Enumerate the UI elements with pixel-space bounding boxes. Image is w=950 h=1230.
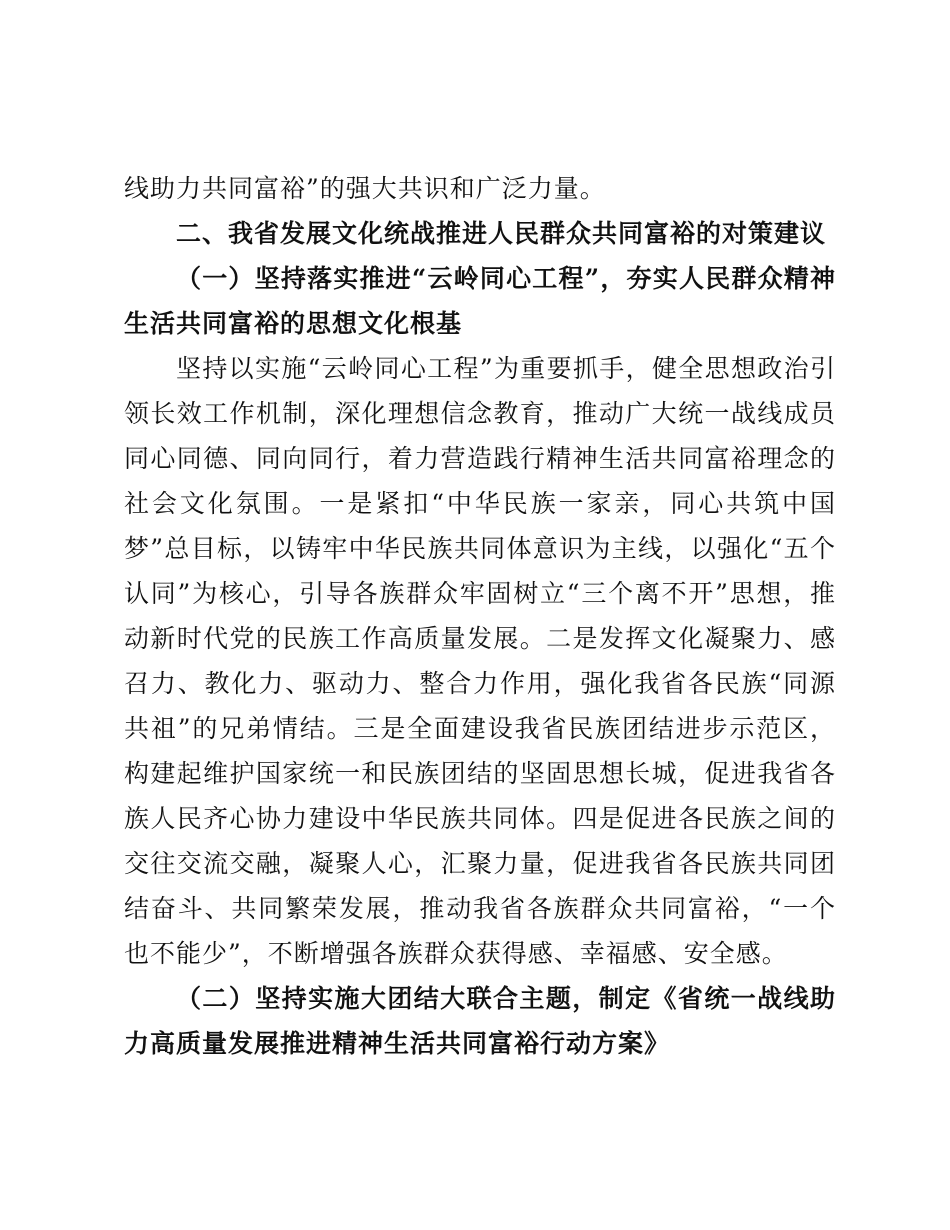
- subheading-1: （一）坚持落实推进“云岭同心工程”，夯实人民群众精神生活共同富裕的思想文化根基: [124, 264, 836, 338]
- paragraph-1: 坚持以实施“云岭同心工程”为重要抓手，健全思想政治引领长效工作机制，深化理想信念教育，推动广大统一战线成员同心同德、同向同行，着力营造践行精神生活共同富裕理念的社会文化氛围。一是紧扣“中华民族一家亲，同心共筑中国梦”总目标，以铸牢中华民族共同体意识为主线，以强化“五个认同”为核心，引导各族群众牢固树立“三个离不开”思想，推动新时代党的民族工作高质量发展。二是发挥文化凝聚力、感召力、教化力、驱动力、整合力作用，强化我省各民族“同源共祖”的兄弟情结。三是全面建设我省民族团结进步示范区，构建起维护国家统一和民族团结的坚固思想长城，促进我省各族人民齐心协力建设中华民族共同体。四是促进各民族之间的交往交流交融，凝聚人心，汇聚力量，促进我省各民族共同团结奋斗、共同繁荣发展，推动我省各族群众共同富裕，“一个也不能少”，不断增强各族群众获得感、幸福感、安全感。: [124, 354, 836, 968]
- document-body: [124, 166, 836, 1066]
- section-heading: 二、我省发展文化统战推进人民群众共同富裕的对策建议: [176, 219, 827, 248]
- subheading-2: （二）坚持实施大团结大联合主题，制定《省统一战线助力高质量发展推进精神生活共同富裕行动方案》: [124, 984, 836, 1058]
- continuation-text: 线助力共同富裕”的强大共识和广泛力量。: [124, 174, 606, 203]
